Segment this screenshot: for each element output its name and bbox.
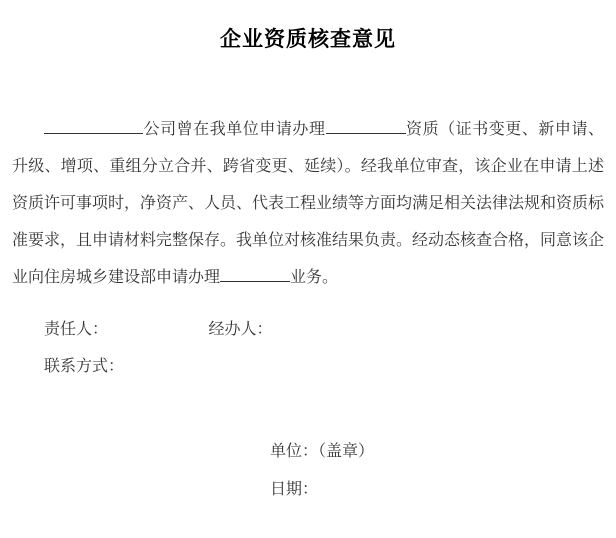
body-paragraph: [12, 111, 604, 296]
responsible-person-label: 责任人：: [44, 321, 109, 338]
body-segment-3: 业务。: [290, 269, 339, 286]
signature-row: [44, 311, 604, 348]
contact-row: [44, 348, 604, 385]
handler-label: 经办人：: [208, 321, 273, 338]
date-label: 日期：: [270, 481, 319, 498]
qualification-type-blank: [326, 133, 406, 134]
body-segment-2: 资质（证书变更、新申请、升级、增项、重组分立合并、跨省变更、延续）。经我单位审查，该企业在申请上述资质许可事项时，净资产、人员、代表工程业绩等方面均满足相关法律法规和资质标准要求，且申请材料完整保存。我单位对核准结果负责。经动态核查合格，同意该企业向住房城乡建设部申请办理: [12, 121, 605, 286]
body-segment-1: 公司曾在我单位申请办理: [143, 121, 326, 138]
contact-label: 联系方式：: [44, 358, 125, 375]
company-name-blank: [44, 133, 143, 134]
unit-stamp-label: 单位：（盖章）: [270, 443, 375, 460]
stamp-block: [270, 433, 616, 509]
document-title: 企业资质核查意见: [220, 28, 396, 51]
document-page: [0, 27, 616, 538]
business-type-blank: [220, 281, 290, 282]
